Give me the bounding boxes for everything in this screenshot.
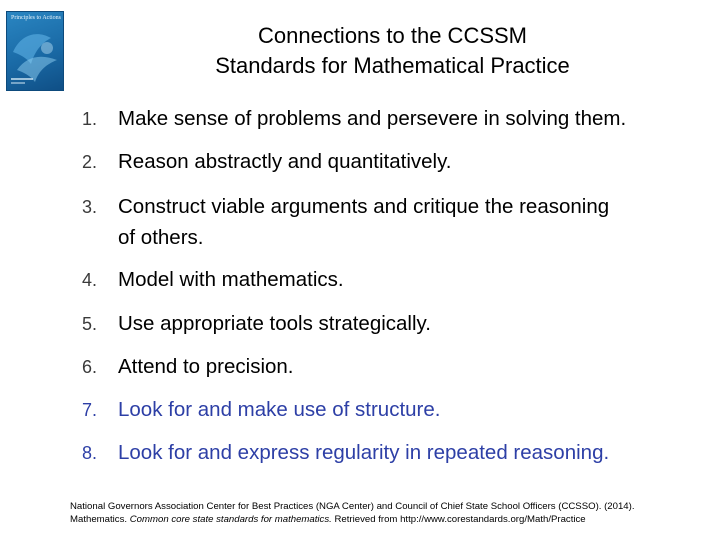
practice-text: Look for and make use of structure. (118, 398, 441, 421)
slide-title-line-1: Connections to the CCSSM (257, 23, 528, 48)
practice-text: Look for and express regularity in repeated reasoning. (118, 441, 610, 464)
practice-number: 3. (82, 197, 98, 217)
practice-text: Make sense of problems and persevere in solving them. (118, 107, 627, 130)
practice-text: Reason abstractly and quantitatively. (118, 150, 452, 173)
practice-text: Attend to precision. (118, 355, 294, 378)
book-cover-title: Principles to Actions (11, 15, 61, 21)
practice-number: 5. (82, 314, 98, 334)
citation-prefix: Mathematics. (70, 514, 128, 525)
practice-number: 4. (82, 270, 98, 290)
slide-title (140, 21, 645, 81)
practice-number: 6. (82, 357, 98, 377)
practice-number: 7. (82, 400, 98, 420)
practice-number: 8. (82, 443, 98, 463)
book-cover-image (6, 11, 64, 91)
practice-text: Construct viable arguments and critique the reasoning (118, 195, 610, 218)
practice-number: 2. (82, 152, 98, 172)
citation (70, 500, 715, 526)
practice-number: 1. (82, 109, 98, 129)
citation-retrieved: Retrieved from http://www.corestandards.org/Math/Practice (334, 514, 586, 525)
citation-line-1: National Governors Association Center for Best Practices (NGA Center) and Council of Chief State School Officers (CCSSO). (2014). (70, 501, 635, 512)
slide-title-line-2: Standards for Mathematical Practice (215, 53, 570, 78)
citation-line-2 (70, 513, 715, 526)
citation-title: Common core state standards for mathematics. (129, 514, 332, 525)
book-cover-art (7, 12, 63, 90)
practice-text: Model with mathematics. (118, 268, 344, 291)
practice-text-continued: of others. (118, 226, 204, 249)
practice-text: Use appropriate tools strategically. (118, 312, 431, 335)
